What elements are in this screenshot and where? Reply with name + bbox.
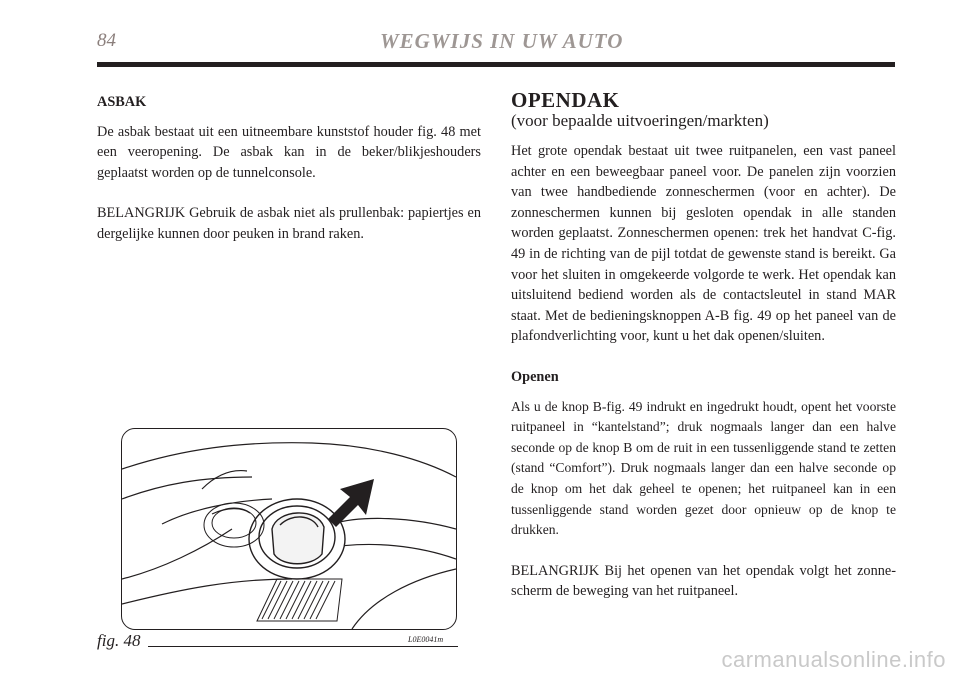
left-column: [97, 92, 481, 265]
watermark: carmanualsonline.info: [721, 647, 946, 672]
right-column: [511, 89, 896, 622]
asbak-paragraph: De asbak bestaat uit een uitneembare kunststof houder fig. 48 met een veeropening. De asbak kan in de beker/blikjeshouders geplaatst worden op de tunnelconsole.: [97, 123, 481, 181]
figure-rule: [148, 646, 458, 647]
openen-paragraph: Als u de knop B-fig. 49 indrukt en ingedrukt houdt, opent het voorste ruitpaneel in “kantelstand”; druk nogmaals langer dan een halve seconde op de knop B om de ruit in een tussenliggende stand te zetten (stand “Comfort”). Druk nogmaals langer dan een halve seconde op de knop om het dak geheel te openen; het ruitpaneel kan in een tussenliggende stand worden gezet door opnieuw op de knop te drukken.: [511, 398, 896, 538]
opendak-warning: BELANGRIJK Bij het openen van het opendak volgt het zonnescherm de beweging van het ruitpaneel.: [511, 562, 896, 600]
openen-heading: Openen: [511, 368, 559, 385]
opendak-paragraph: Het grote opendak bestaat uit twee ruitpanelen, een vast paneel achter en een beweegbaar paneel voor. De panelen zijn voorzien van twee handbediende zonneschermen (voor en achter). De zonneschermen kunnen bij gesloten opendak in alle standen worden geplaatst. Zonneschermen openen: trek het handvat C-fig. 49 in de richting van de pijl totdat de gewenste stand is bereikt. Ga voor het sluiten in omgekeerde volgorde te werk. Het opendak kan uitsluitend bediend worden als de contactsleutel in stand MAR staat. Met de bedieningsknoppen A-B fig. 49 op het paneel van de plafondverlichting voor, kunt u het dak openen/sluiten.: [511, 143, 896, 345]
section-title: WEGWIJS IN UW AUTO: [380, 29, 624, 53]
asbak-heading: ASBAK: [97, 94, 147, 110]
asbak-warning: BELANGRIJK Gebruik de asbak niet als prullenbak: papiertjes en dergelijke kunnen door peuken in brand raken.: [97, 205, 481, 242]
ashtray-illustration: [121, 428, 457, 630]
figure-code: L0E0041m: [408, 635, 444, 644]
opendak-title: OPENDAK: [511, 88, 620, 112]
header-rule: [97, 62, 895, 67]
opendak-subtitle: (voor bepaalde uitvoeringen/markten): [511, 111, 769, 130]
figure-label: fig. 48: [97, 631, 141, 650]
page-number: 84: [97, 30, 116, 51]
